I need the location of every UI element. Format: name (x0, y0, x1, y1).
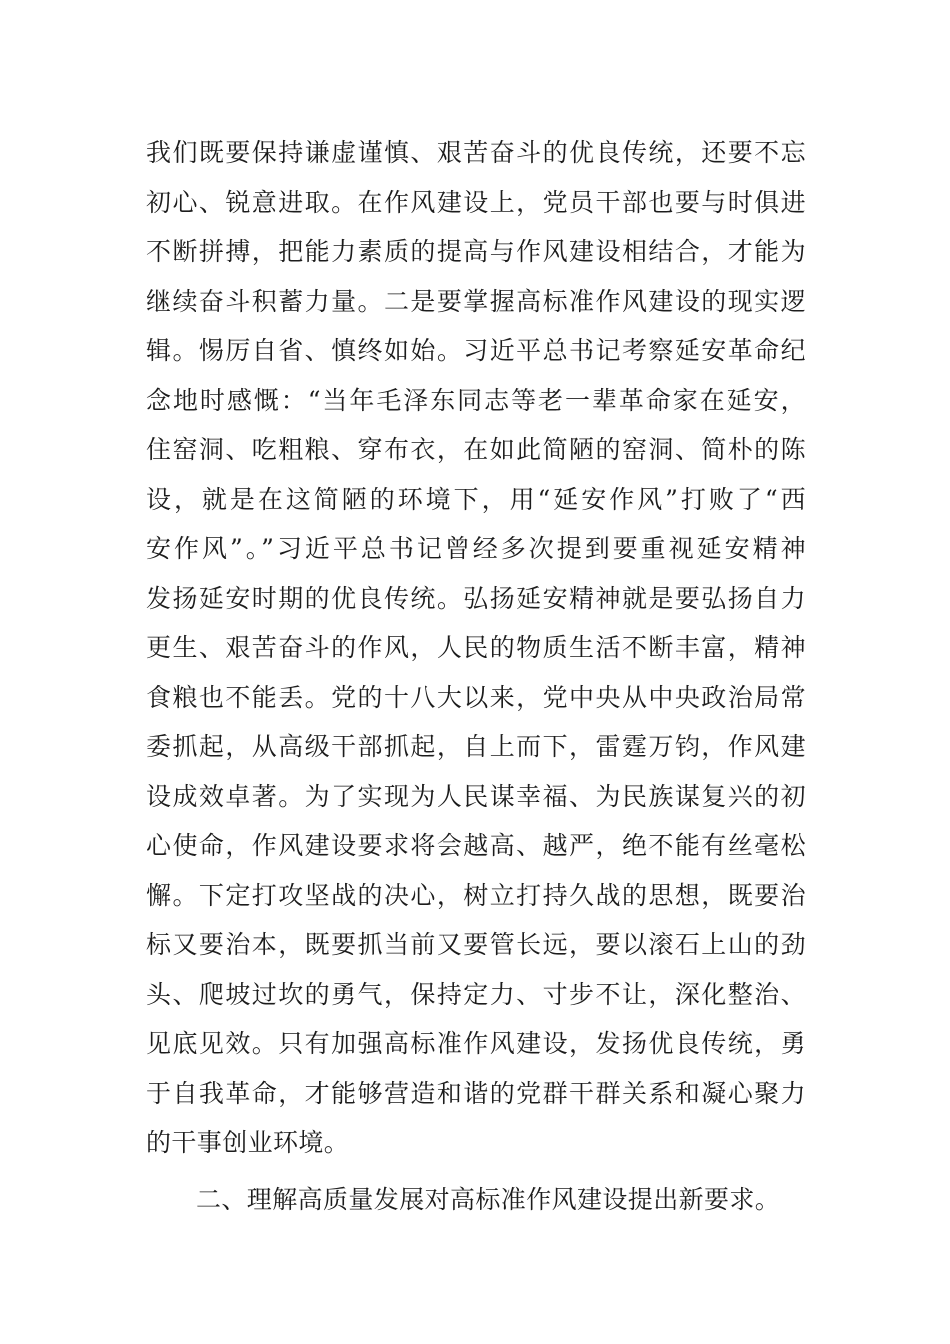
paragraph-line: 懈。下定打攻坚战的决心，树立打持久战的思想，既要治 (146, 880, 806, 910)
paragraph-line: 我们既要保持谦虚谨慎、艰苦奋斗的优良传统，还要不忘 (146, 138, 806, 167)
paragraph-line: 发扬延安时期的优良传统。弘扬延安精神就是要弘扬自力 (146, 583, 806, 613)
paragraph-line: 见底见效。只有加强高标准作风建设，发扬优良传统，勇 (146, 1029, 806, 1058)
paragraph-line: 辑。惕厉自省、慎终如始。习近平总书记考察延安革命纪 (146, 336, 806, 365)
paragraph-line: 委抓起，从高级干部抓起，自上而下，雷霆万钧，作风建 (146, 732, 806, 761)
paragraph-line: 念地时感慨：“当年毛泽东同志等老一辈革命家在延安， (146, 385, 806, 415)
paragraph-line: 于自我革命，才能够营造和谐的党群干群关系和凝心聚力 (146, 1078, 806, 1108)
paragraph-line: 头、爬坡过坎的勇气，保持定力、寸步不让，深化整治、 (146, 979, 806, 1009)
paragraph-line: 住窑洞、吃粗粮、穿布衣，在如此简陋的窑洞、简朴的陈 (146, 435, 806, 464)
paragraph-line: 初心、锐意进取。在作风建设上，党员干部也要与时俱进 (146, 187, 806, 217)
paragraph-line: 心使命，作风建设要求将会越高、越严，绝不能有丝毫松 (146, 831, 806, 860)
paragraph-line: 食粮也不能丢。党的十八大以来，党中央从中央政治局常 (146, 682, 806, 712)
paragraph-line: 的干事创业环境。 (146, 1128, 350, 1157)
section-heading: 二、理解高质量发展对高标准作风建设提出新要求。 (196, 1185, 781, 1214)
paragraph-line: 安作风”。”习近平总书记曾经多次提到要重视延安精神 (146, 534, 806, 563)
paragraph-line: 设成效卓著。为了实现为人民谋幸福、为民族谋复兴的初 (146, 781, 806, 811)
paragraph-line: 标又要治本，既要抓当前又要管长远，要以滚石上山的劲 (146, 930, 806, 959)
paragraph-line: 不断拼搏，把能力素质的提高与作风建设相结合，才能为 (146, 237, 806, 266)
body-paragraph (146, 128, 806, 1168)
paragraph-line: 设，就是在这简陋的环境下，用“延安作风”打败了“西 (146, 484, 806, 514)
paragraph-line: 更生、艰苦奋斗的作风，人民的物质生活不断丰富，精神 (146, 633, 806, 662)
paragraph-line: 继续奋斗积蓄力量。二是要掌握高标准作风建设的现实逻 (146, 286, 806, 316)
